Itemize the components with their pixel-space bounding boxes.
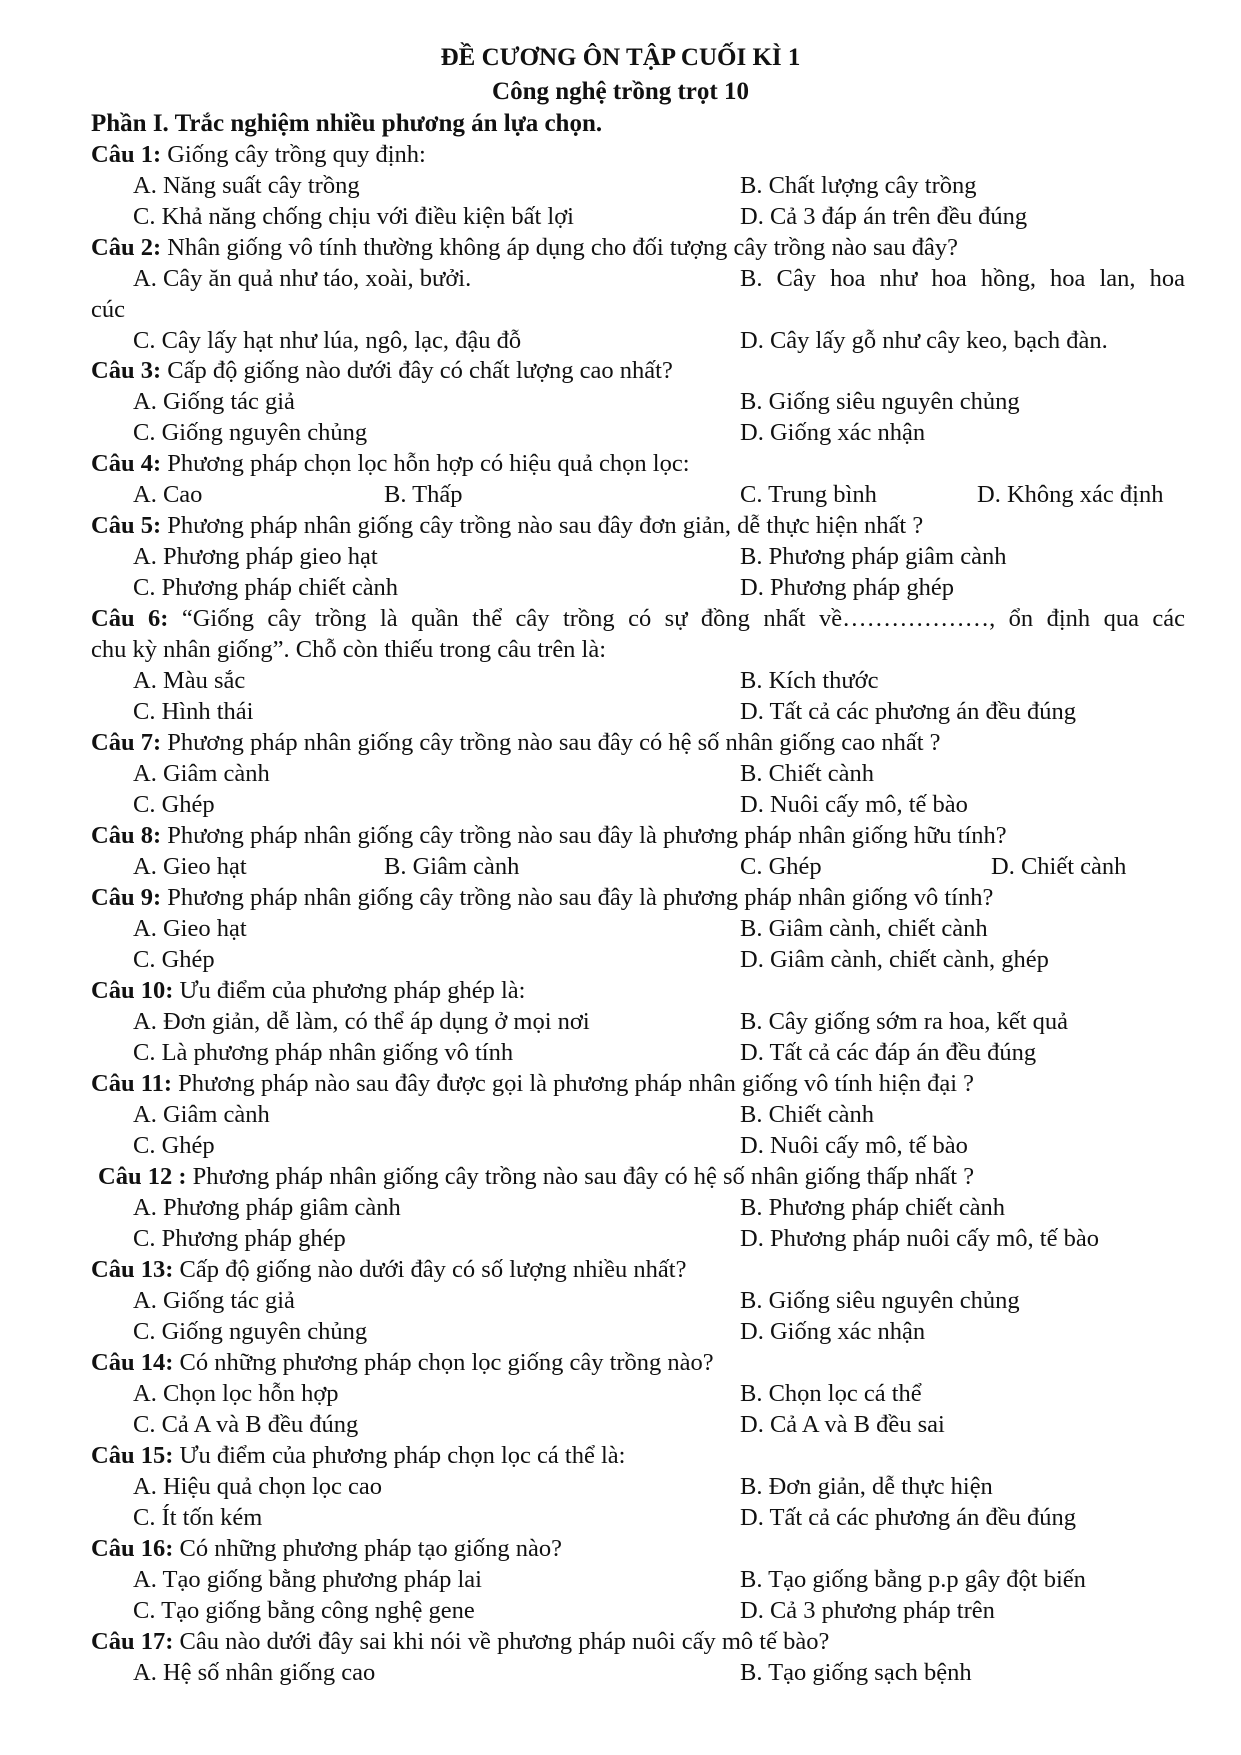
question-text: Phương pháp nhân giống cây trồng nào sau đây có hệ số nhân giống cao nhất ?: [161, 729, 941, 756]
option-b: B. Chất lượng cây trồng: [740, 172, 977, 199]
question-12: [98, 1163, 974, 1191]
question-label: Câu 4:: [91, 450, 162, 477]
question-text: “Giống cây trồng là quần thể cây trồng có sự đồng nhất về………………, ổn định qua các: [168, 605, 1185, 632]
question-text: Cấp độ giống nào dưới đây có số lượng nhiều nhất?: [173, 1256, 687, 1283]
question-text: Phương pháp chọn lọc hỗn hợp có hiệu quả chọn lọc:: [161, 450, 690, 477]
question-text: Có những phương pháp chọn lọc giống cây trồng nào?: [173, 1349, 714, 1376]
question-label: Câu 15:: [91, 1442, 174, 1469]
option-c: C. Là phương pháp nhân giống vô tính: [133, 1039, 514, 1066]
option-d: D. Cả 3 phương pháp trên: [740, 1597, 995, 1624]
option-a: A. Cao: [133, 481, 203, 508]
option-b: B. Chiết cành: [740, 1101, 875, 1128]
option-b: B. Thấp: [384, 481, 463, 508]
option-a: A. Cây ăn quả như táo, xoài, bưởi.: [133, 265, 472, 292]
option-a: A. Chọn lọc hỗn hợp: [133, 1380, 339, 1407]
question-label: Câu 17:: [91, 1628, 174, 1655]
option-d: D. Nuôi cấy mô, tế bào: [740, 1132, 968, 1159]
option-a: A. Hệ số nhân giống cao: [133, 1659, 376, 1686]
option-d: D. Tất cả các phương án đều đúng: [740, 698, 1077, 725]
question-label: Câu 9:: [91, 884, 162, 911]
option-c: C. Ghép: [740, 853, 822, 880]
option-b: B. Tạo giống bằng p.p gây đột biến: [740, 1566, 1086, 1593]
option-a: A. Giâm cành: [133, 1101, 270, 1128]
option-d: D. Cả A và B đều sai: [740, 1411, 945, 1438]
option-c: C. Tạo giống bằng công nghệ gene: [133, 1597, 475, 1624]
question-text: Câu nào dưới đây sai khi nói về phương pháp nuôi cấy mô tế bào?: [173, 1628, 830, 1655]
question-text: Có những phương pháp tạo giống nào?: [173, 1535, 562, 1562]
option-a: A. Phương pháp gieo hạt: [133, 543, 378, 570]
option-b: B. Tạo giống sạch bệnh: [740, 1659, 972, 1686]
question-label: Câu 8:: [91, 822, 162, 849]
question-6-continuation: chu kỳ nhân giống”. Chỗ còn thiếu trong câu trên là:: [91, 636, 607, 663]
question-label: Câu 11:: [91, 1070, 173, 1097]
question-text: Nhân giống vô tính thường không áp dụng cho đối tượng cây trồng nào sau đây?: [161, 234, 958, 261]
question-text: Phương pháp nhân giống cây trồng nào sau đây là phương pháp nhân giống vô tính?: [161, 884, 994, 911]
option-a: A. Năng suất cây trồng: [133, 172, 360, 199]
question-text: Phương pháp nhân giống cây trồng nào sau đây có hệ số nhân giống thấp nhất ?: [186, 1163, 975, 1190]
option-a: A. Màu sắc: [133, 667, 246, 694]
option-b: B. Phương pháp giâm cành: [740, 543, 1007, 570]
option-b: B. Giâm cành: [384, 853, 520, 880]
question-5: [91, 512, 923, 540]
question-8: [91, 822, 1007, 850]
question-label: Câu 1:: [91, 141, 162, 168]
option-c: C. Ít tốn kém: [133, 1504, 263, 1531]
option-c: C. Phương pháp chiết cành: [133, 574, 399, 601]
option-a: A. Giống tác giả: [133, 388, 295, 415]
question-label: Câu 3:: [91, 357, 162, 384]
question-text: Cấp độ giống nào dưới đây có chất lượng cao nhất?: [161, 357, 673, 384]
section-title: Phần I. Trắc nghiệm nhiều phương án lựa chọn.: [91, 110, 603, 137]
option-d: D. Phương pháp nuôi cấy mô, tế bào: [740, 1225, 1099, 1252]
option-b: B. Cây hoa như hoa hồng, hoa lan, hoa: [740, 265, 1185, 292]
option-d: D. Nuôi cấy mô, tế bào: [740, 791, 968, 818]
question-text: Phương pháp nhân giống cây trồng nào sau đây là phương pháp nhân giống hữu tính?: [161, 822, 1007, 849]
question-3: [91, 357, 673, 385]
question-label: Câu 10:: [91, 977, 174, 1004]
question-label: Câu 14:: [91, 1349, 174, 1376]
question-label: Câu 7:: [91, 729, 162, 756]
option-b: B. Đơn giản, dễ thực hiện: [740, 1473, 993, 1500]
question-label: Câu 5:: [91, 512, 162, 539]
question-10: [91, 977, 525, 1005]
option-b: B. Giống siêu nguyên chủng: [740, 388, 1020, 415]
document-title: ĐỀ CƯƠNG ÔN TẬP CUỐI KÌ 1: [440, 44, 801, 71]
question-text: Ưu điểm của phương pháp chọn lọc cá thể là:: [173, 1442, 626, 1469]
question-9: [91, 884, 993, 912]
option-c: C. Phương pháp ghép: [133, 1225, 346, 1252]
question-label: Câu 13:: [91, 1256, 174, 1283]
option-d: D. Giâm cành, chiết cành, ghép: [740, 946, 1049, 973]
option-a: A. Phương pháp giâm cành: [133, 1194, 401, 1221]
option-d: D. Giống xác nhận: [740, 1318, 926, 1345]
question-text: Giống cây trồng quy định:: [161, 141, 426, 168]
option-c: C. Khả năng chống chịu với điều kiện bất lợi: [133, 203, 574, 230]
option-c: C. Cây lấy hạt như lúa, ngô, lạc, đậu đỗ: [133, 327, 522, 354]
option-c: C. Ghép: [133, 791, 215, 818]
question-16: [91, 1535, 562, 1563]
option-b: B. Chiết cành: [740, 760, 875, 787]
option-c: C. Ghép: [133, 1132, 215, 1159]
option-b: B. Giống siêu nguyên chủng: [740, 1287, 1020, 1314]
question-label: Câu 6:: [91, 605, 169, 632]
option-a: A. Gieo hạt: [133, 915, 247, 942]
question-14: [91, 1349, 714, 1377]
option-d: D. Không xác định: [977, 481, 1164, 508]
option-a: A. Đơn giản, dễ làm, có thể áp dụng ở mọi nơi: [133, 1008, 590, 1035]
question-15: [91, 1442, 625, 1470]
option-d: D. Cây lấy gỗ như cây keo, bạch đàn.: [740, 327, 1108, 354]
question-1: [91, 141, 426, 169]
question-4: [91, 450, 690, 478]
option-c: C. Giống nguyên chủng: [133, 1318, 368, 1345]
document-subtitle: Công nghệ trồng trọt 10: [492, 78, 749, 105]
option-c: C. Hình thái: [133, 698, 254, 725]
question-label: Câu 16:: [91, 1535, 174, 1562]
question-text: Ưu điểm của phương pháp ghép là:: [173, 977, 526, 1004]
question-2: [91, 234, 958, 262]
option-c: C. Cả A và B đều đúng: [133, 1411, 359, 1438]
option-a: A. Gieo hạt: [133, 853, 247, 880]
option-a: A. Giống tác giả: [133, 1287, 295, 1314]
option-a: A. Hiệu quả chọn lọc cao: [133, 1473, 382, 1500]
question-13: [91, 1256, 686, 1284]
question-6: [91, 605, 1185, 633]
question-label: Câu 2:: [91, 234, 162, 261]
question-label: Câu 12 :: [98, 1163, 187, 1190]
option-b: B. Phương pháp chiết cành: [740, 1194, 1006, 1221]
option-a: A. Tạo giống bằng phương pháp lai: [133, 1566, 482, 1593]
option-b-continuation: cúc: [91, 296, 125, 323]
option-d: D. Tất cả các phương án đều đúng: [740, 1504, 1077, 1531]
option-b: B. Chọn lọc cá thể: [740, 1380, 922, 1407]
question-7: [91, 729, 941, 757]
option-d: D. Phương pháp ghép: [740, 574, 955, 601]
option-c: C. Trung bình: [740, 481, 877, 508]
option-b: B. Kích thước: [740, 667, 879, 694]
question-17: [91, 1628, 829, 1656]
option-a: A. Giâm cành: [133, 760, 270, 787]
option-c: C. Giống nguyên chủng: [133, 419, 368, 446]
option-d: D. Tất cả các đáp án đều đúng: [740, 1039, 1037, 1066]
question-11: [91, 1070, 974, 1098]
option-b: B. Giâm cành, chiết cành: [740, 915, 988, 942]
question-text: Phương pháp nhân giống cây trồng nào sau đây đơn giản, dễ thực hiện nhất ?: [161, 512, 924, 539]
question-text: Phương pháp nào sau đây được gọi là phương pháp nhân giống vô tính hiện đại ?: [172, 1070, 975, 1097]
option-d: D. Giống xác nhận: [740, 419, 926, 446]
option-c: C. Ghép: [133, 946, 215, 973]
option-d: D. Chiết cành: [991, 853, 1127, 880]
option-d: D. Cả 3 đáp án trên đều đúng: [740, 203, 1028, 230]
option-b: B. Cây giống sớm ra hoa, kết quả: [740, 1008, 1068, 1035]
